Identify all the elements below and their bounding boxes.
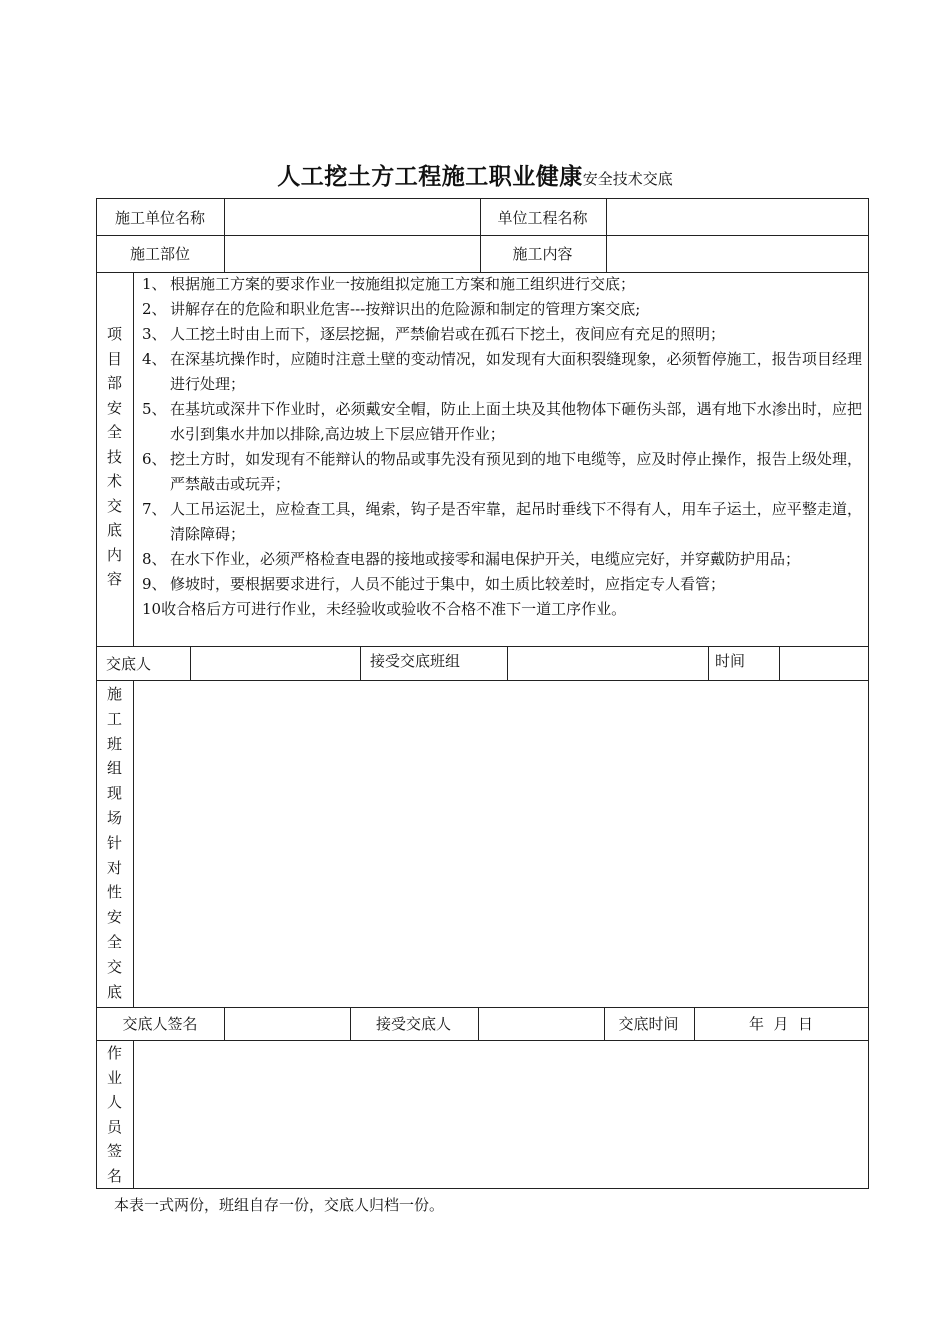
document-title [0,158,950,191]
label-char: 底 [106,521,122,539]
list-item-last: 10收合格后方可进行作业，未经验收或验收不合格不准下一道工序作业。 [142,600,627,618]
receiver-label: 接受交底人 [375,1014,451,1033]
label-char: 部 [106,374,122,392]
project-name-label: 单位工程名称 [497,208,588,227]
handover-time-label: 交底时间 [618,1014,679,1033]
worker-signatures-area[interactable] [134,1040,868,1188]
section-label-team-site-disclosure [97,682,132,1004]
label-char: 安 [106,398,122,417]
disclosure-items-list [142,272,862,622]
section-label-project-disclosure [97,322,132,592]
label-char: 现 [106,784,122,803]
label-char: 交 [106,957,122,976]
title-main: 人工挖土方工程施工职业健康 [277,163,583,190]
list-item: 5、 在基坑或深井下作业时，必须戴安全帽，防止上面土块及其他物体下砸伤头部，遇有地下水渗出时，应把水引到集水井加以排除,高边坡上下层应错开作业； [142,400,862,443]
section-label-worker-signatures [97,1041,132,1188]
label-char: 班 [106,734,122,753]
label-char: 底 [106,982,122,1001]
list-item: 3、 人工挖土时由上而下，逐层挖掘，严禁偷岩或在孤石下挖土，夜间应有充足的照明； [142,325,726,343]
label-char: 针 [106,833,122,852]
label-char: 全 [106,423,122,441]
list-item: 4、 在深基坑操作时，应随时注意土壁的变动情况，如发现有大面积裂缝现象，必须暂停施工，报告项目经理进行处理； [142,350,862,393]
footer-note: 本表一式两份，班组自存一份，交底人归档一份。 [114,1196,445,1214]
construction-content-value[interactable] [606,235,868,272]
label-char: 组 [106,759,122,778]
label-char: 性 [106,883,122,902]
list-item: 7、 人工吊运泥土，应检查工具，绳索，钩子是否牢靠，起吊时垂线下不得有人，用车子运土，应平整走道，清除障碍； [142,500,862,543]
list-item: 6、 挖土方时，如发现有不能辩认的物品或事先没有预见到的地下电缆等，应及时停止操作，报告上级处理，严禁敲击或玩弄； [142,450,862,493]
construction-content-label: 施工内容 [512,245,573,263]
label-char: 术 [106,472,122,490]
list-item: 8、 在水下作业，必须严格检查电器的接地或接零和漏电保护开关，电缆应完好，并穿戴防护用品； [142,550,801,568]
label-char: 名 [106,1166,122,1185]
label-char: 场 [106,808,122,827]
label-char: 签 [106,1142,122,1160]
list-item: 1、 根据施工方案的要求作业一按施组拟定施工方案和施工组织进行交底； [142,275,636,293]
label-char: 人 [106,1093,122,1111]
label-char: 容 [106,570,122,588]
time-label: 时间 [715,651,746,670]
list-item: 2、 讲解存在的危险和职业危害---按辩识出的危险源和制定的管理方案交底; [142,300,641,318]
col-divider [133,272,134,646]
handover-person-label: 交底人 [106,654,152,673]
project-name-value[interactable] [606,199,868,235]
label-char: 技 [106,447,122,466]
label-char: 交 [106,496,122,515]
label-char: 施 [106,685,122,703]
handover-date-value[interactable]: 年 月 日 [748,1014,814,1033]
time-value[interactable] [779,646,867,680]
label-char: 目 [106,349,122,368]
receiver-value[interactable] [478,1007,603,1039]
construction-unit-label: 施工单位名称 [114,208,205,227]
label-char: 对 [106,858,122,877]
label-char: 员 [106,1117,122,1136]
team-disclosure-content-area[interactable] [134,680,868,1006]
construction-unit-value[interactable] [224,199,479,235]
construction-part-value[interactable] [224,235,479,272]
label-char: 作 [106,1044,122,1062]
handover-sign-label: 交底人签名 [122,1014,198,1033]
construction-part-label: 施工部位 [129,245,190,263]
label-char: 安 [106,908,122,927]
label-char: 项 [106,325,122,343]
col-divider [360,646,361,680]
label-char: 内 [106,545,122,564]
receiving-team-value[interactable] [507,646,706,680]
title-sub: 安全技术交底 [582,170,673,188]
list-item: 9、 修坡时，要根据要求进行，人员不能过于集中，如土质比较差时，应指定专人看管； [142,575,726,593]
label-char: 工 [106,709,122,728]
label-char: 业 [106,1068,122,1087]
handover-person-value[interactable] [190,646,358,680]
handover-sign-value[interactable] [224,1007,349,1039]
label-char: 全 [106,932,122,951]
col-divider [708,646,709,680]
receiving-team-label: 接受交底班组 [370,651,461,670]
